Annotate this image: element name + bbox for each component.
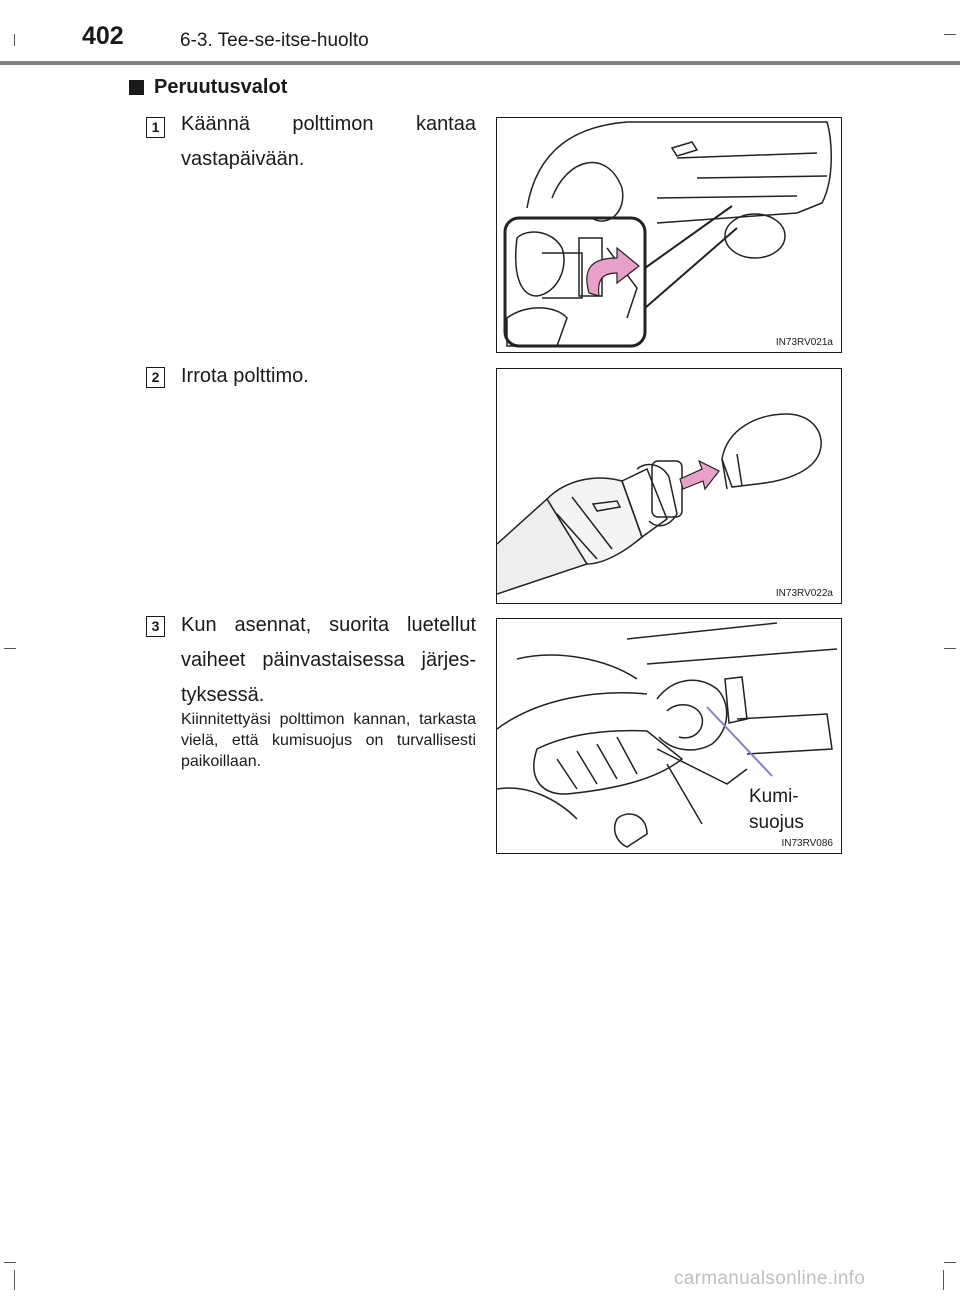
section-title: 6-3. Tee-se-itse-huolto (180, 30, 369, 51)
step-text-2: Irrota polttimo. (181, 365, 309, 387)
step-note-3: Kiinnitettyäsi polttimon kannan, tarkasta vielä, että kumisuojus on turvallisesti paikoillaan. (181, 711, 476, 770)
step-number-3: 3 (146, 616, 165, 637)
crop-mark (944, 34, 956, 35)
square-bullet-icon (129, 80, 144, 95)
crop-mark (4, 1262, 16, 1263)
step-text-3: Kun asennat, suorita luetellut vaiheet päinvastaisessa järjes-tyksessä. (181, 614, 476, 706)
figure-code-1: IN73RV021a (775, 337, 833, 348)
crop-mark (944, 1262, 956, 1263)
figure-code-3: IN73RV086 (781, 838, 833, 849)
figure-step-1 (496, 117, 842, 353)
crop-mark (14, 34, 15, 46)
figure-label (749, 784, 804, 836)
figure-code-2: IN73RV022a (775, 588, 833, 599)
illustration-bulb-socket-rotate (497, 118, 842, 353)
page-number: 402 (82, 22, 124, 50)
crop-mark (4, 648, 16, 649)
illustration-bulb-removal (497, 369, 842, 604)
section-heading (129, 76, 287, 99)
crop-mark (14, 1270, 15, 1290)
figure-step-2 (496, 368, 842, 604)
watermark: carmanualsonline.info (674, 1268, 866, 1289)
figure-label-line-1: Kumi- (749, 786, 799, 807)
header-rule (0, 61, 960, 65)
crop-mark (944, 648, 956, 649)
figure-label-line-2: suojus (749, 812, 804, 833)
step-text-1: Käännä polttimon kantaa vastapäivään. (181, 113, 476, 170)
step-number-2: 2 (146, 367, 165, 388)
step-number-1: 1 (146, 117, 165, 138)
crop-mark (943, 1270, 944, 1290)
heading-text: Peruutusvalot (154, 76, 288, 98)
figure-step-3 (496, 618, 842, 854)
